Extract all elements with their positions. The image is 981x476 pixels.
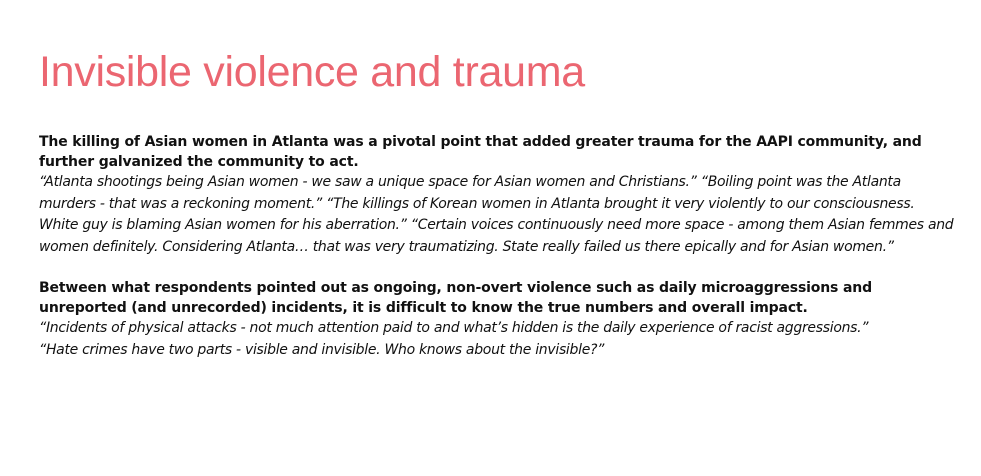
body-text — [39, 132, 954, 381]
quote-line: “Hate crimes have two parts - visible and invisible. Who knows about the invisible?” — [39, 341, 605, 358]
respondent-quotes: “Atlanta shootings being Asian women - we saw a unique space for Asian women and Christians.” “Boiling point was the Atlanta murders - that was a reckoning moment.” “The killings of Korean women in Atlanta brought it very violently to our consciousness. White guy is blaming Asian women for his aberration.” “Certain voices continuously need more space - among them Asian femmes and women definitely. Considering Atlanta… that was very traumatizing. State really failed us there epically and for Asian women.” — [39, 174, 954, 255]
respondent-quotes — [39, 318, 954, 361]
section-invisible-violence — [39, 278, 954, 361]
section-atlanta — [39, 132, 954, 258]
section-lead-text: Between what respondents pointed out as ongoing, non-overt violence such as daily microaggressions and unreported (and unrecorded) incidents, it is difficult to know the true numbers and overall impact. — [39, 280, 872, 316]
page-title: Invisible violence and trauma — [39, 48, 585, 96]
section-lead-text: The killing of Asian women in Atlanta was a pivotal point that added greater trauma for the AAPI community, and further galvanized the community to act. — [39, 134, 922, 170]
quote-line: “Incidents of physical attacks - not much attention paid to and what’s hidden is the daily experience of racist aggressions.” — [39, 320, 869, 336]
